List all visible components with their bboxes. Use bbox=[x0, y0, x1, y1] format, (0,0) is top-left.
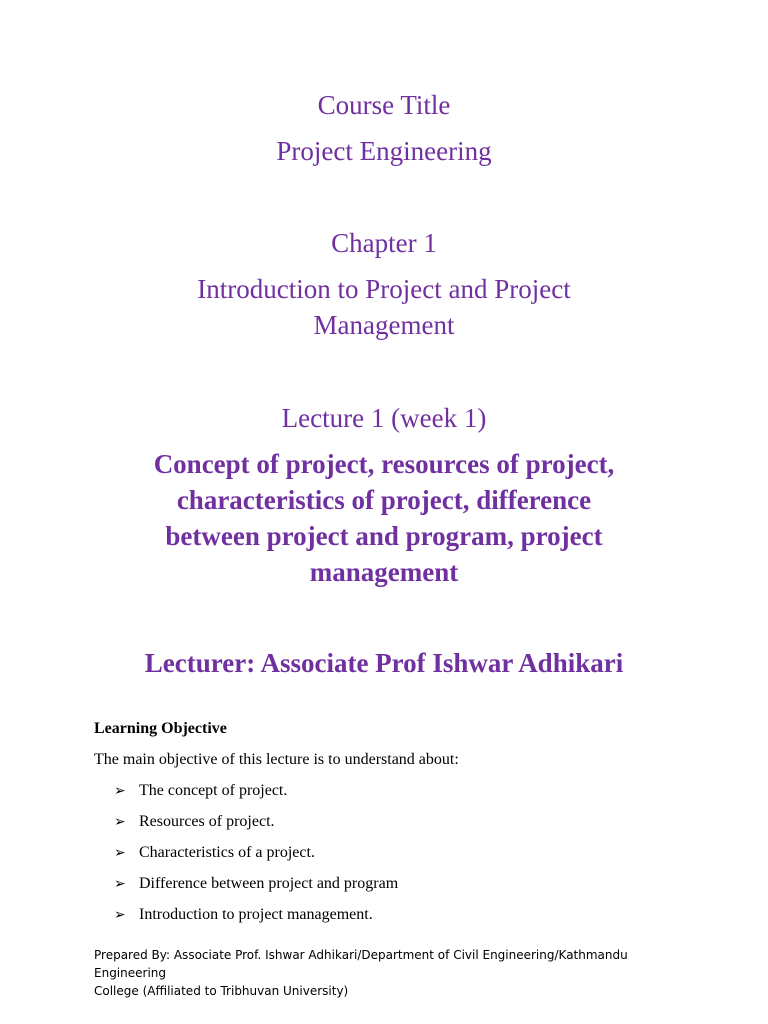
learning-objective-heading: Learning Objective bbox=[94, 720, 227, 737]
arrow-bullet-icon: ➢ bbox=[114, 876, 126, 892]
lecture-label: Lecture 1 (week 1) bbox=[281, 403, 487, 433]
lecture-topic-line-4: management bbox=[309, 557, 459, 587]
list-item-text: Introduction to project management. bbox=[139, 906, 373, 923]
list-item-text: The concept of project. bbox=[139, 782, 288, 799]
footer-line-1: Prepared By: Associate Prof. Ishwar Adhikari/Department of Civil Engineering/Kathmandu Engineering bbox=[94, 948, 628, 980]
list-item bbox=[114, 842, 398, 873]
list-item bbox=[114, 780, 398, 811]
page-footer bbox=[94, 946, 694, 1000]
lecture-topic-line-2: characteristics of project, difference bbox=[176, 485, 592, 515]
lecturer-name: Lecturer: Associate Prof Ishwar Adhikari bbox=[144, 648, 624, 678]
lecture-topic-line-3: between project and program, project bbox=[165, 521, 603, 551]
list-item-text: Resources of project. bbox=[139, 813, 275, 830]
chapter-title-line-2: Management bbox=[313, 310, 455, 340]
objective-list bbox=[114, 780, 398, 935]
arrow-bullet-icon: ➢ bbox=[114, 907, 126, 923]
chapter-label: Chapter 1 bbox=[331, 228, 437, 258]
objective-intro: The main objective of this lecture is to understand about: bbox=[94, 751, 459, 768]
list-item bbox=[114, 811, 398, 842]
course-label: Course Title bbox=[317, 90, 451, 120]
arrow-bullet-icon: ➢ bbox=[114, 783, 126, 799]
chapter-title-line-1: Introduction to Project and Project bbox=[197, 274, 571, 304]
course-name: Project Engineering bbox=[276, 136, 492, 166]
list-item bbox=[114, 904, 398, 935]
footer-line-2: College (Affiliated to Tribhuvan University) bbox=[94, 984, 349, 998]
arrow-bullet-icon: ➢ bbox=[114, 814, 126, 830]
list-item bbox=[114, 873, 398, 904]
list-item-text: Difference between project and program bbox=[139, 875, 399, 892]
list-item-text: Characteristics of a project. bbox=[139, 844, 315, 861]
lecture-topic-line-1: Concept of project, resources of project, bbox=[153, 449, 615, 479]
arrow-bullet-icon: ➢ bbox=[114, 845, 126, 861]
